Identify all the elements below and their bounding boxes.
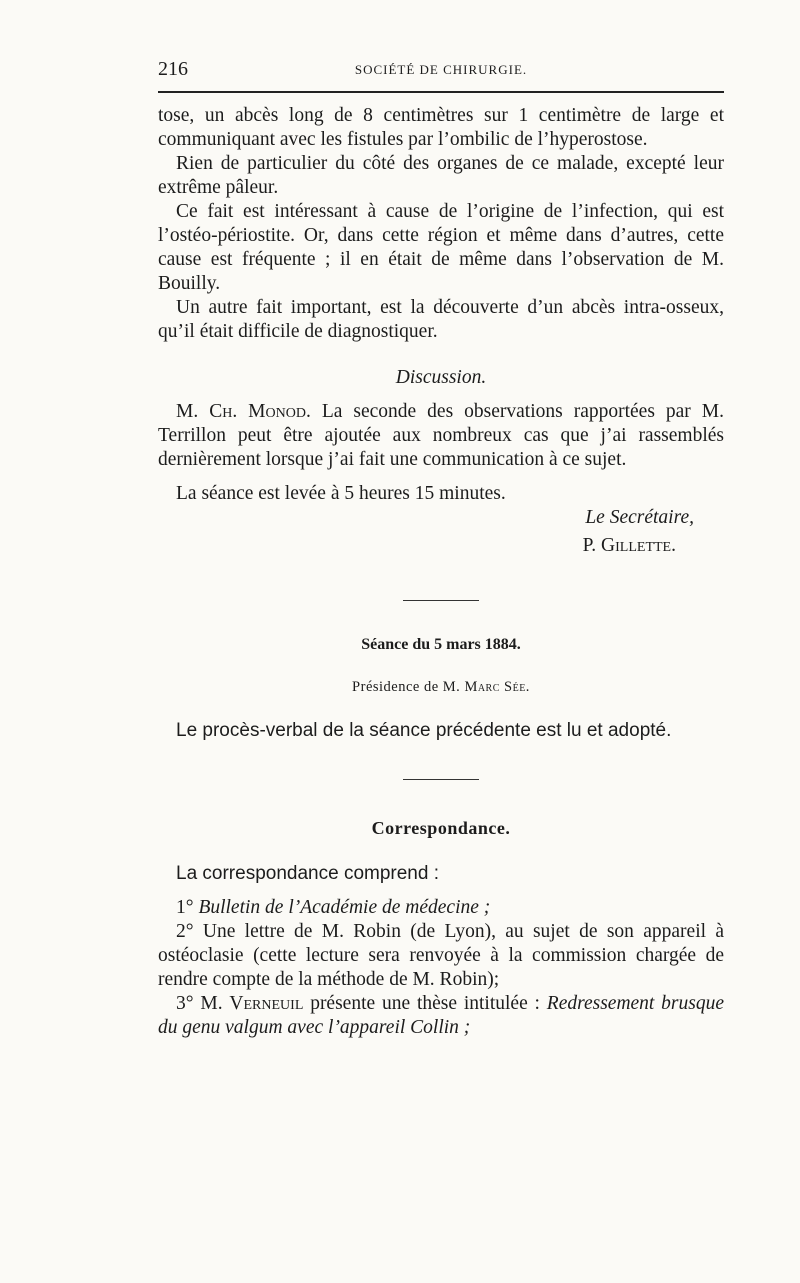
signature-title: Le Secrétaire, [585, 507, 694, 528]
paragraph-4: Un autre fait important, est la découverte d’un abcès intra-osseux, qu’il était difficile de diagnostiquer. [158, 297, 724, 342]
corr-item-1-text: Bulletin de l’Académie de médecine ; [198, 897, 491, 918]
discussion-speaker: M. Ch. Monod. [176, 401, 311, 422]
paragraph-1: tose, un abcès long de 8 centimètres sur 1 centimètre de large et communiquant avec les fistules par l’ombilic de l’hyperostose. [158, 105, 724, 150]
seance-heading: Séance du 5 mars 1884. [361, 636, 521, 653]
page-number: 216 [158, 58, 188, 80]
running-title: SOCIÉTÉ DE CHIRURGIE. [354, 62, 528, 77]
signature-name: P. Gillette. [582, 535, 676, 556]
corr-item-2 [158, 920, 724, 992]
corr-item-2-num: 2° [176, 921, 203, 942]
proces-verbal: Le procès-verbal de la séance précédente est lu et adopté. [176, 720, 672, 741]
correspondance-heading: Correspondance. [371, 818, 511, 838]
corr-item-3-name: Verneuil [229, 993, 304, 1014]
closing-line: La séance est levée à 5 heures 15 minutes. [176, 483, 506, 504]
correspondance-intro: La correspondance comprend : [176, 863, 439, 884]
presidence-name: Marc Sée. [464, 679, 530, 695]
page-body [158, 104, 724, 1040]
paragraph-2: Rien de particulier du côté des organes de ce malade, excepté leur extrême pâleur. [158, 153, 724, 198]
corr-item-1-num: 1° [176, 897, 199, 918]
section-divider [403, 600, 479, 601]
header-rule [158, 91, 724, 93]
discussion-heading: Discussion. [395, 367, 487, 388]
discussion-paragraph [158, 400, 724, 472]
page-header [158, 58, 724, 88]
corr-item-3-title: Redressement brusque du genu valgum avec l’appareil Collin ; [158, 993, 725, 1038]
section-divider-2 [403, 779, 479, 780]
corr-item-1 [158, 896, 724, 920]
presidence-line [158, 675, 724, 699]
corr-item-3-text: présente une thèse intitulée : [303, 993, 547, 1014]
corr-item-2-text: Une lettre de M. Robin (de Lyon), au sujet de son appareil à ostéoclasie (cette lecture sera renvoyée à la commission chargée de rendre compte de la méthode de M. Robin); [158, 921, 724, 990]
paragraph-3: Ce fait est intéressant à cause de l’origine de l’infection, qui est l’ostéo-périostite. Or, dans cette région et même dans d’autres, cette cause est fréquente ; il en était de même dans l’observation de M. Bouilly. [158, 201, 724, 294]
discussion-text: La seconde des observations rapportées par M. Terrillon peut être ajoutée aux nombreux cas que j’ai rassemblés dernièrement lorsque j’ai fait une communication à ce sujet. [158, 401, 724, 470]
corr-item-3 [158, 992, 724, 1040]
corr-item-3-num: 3° M. [176, 993, 230, 1014]
presidence-prefix: Présidence de M. [352, 679, 465, 695]
